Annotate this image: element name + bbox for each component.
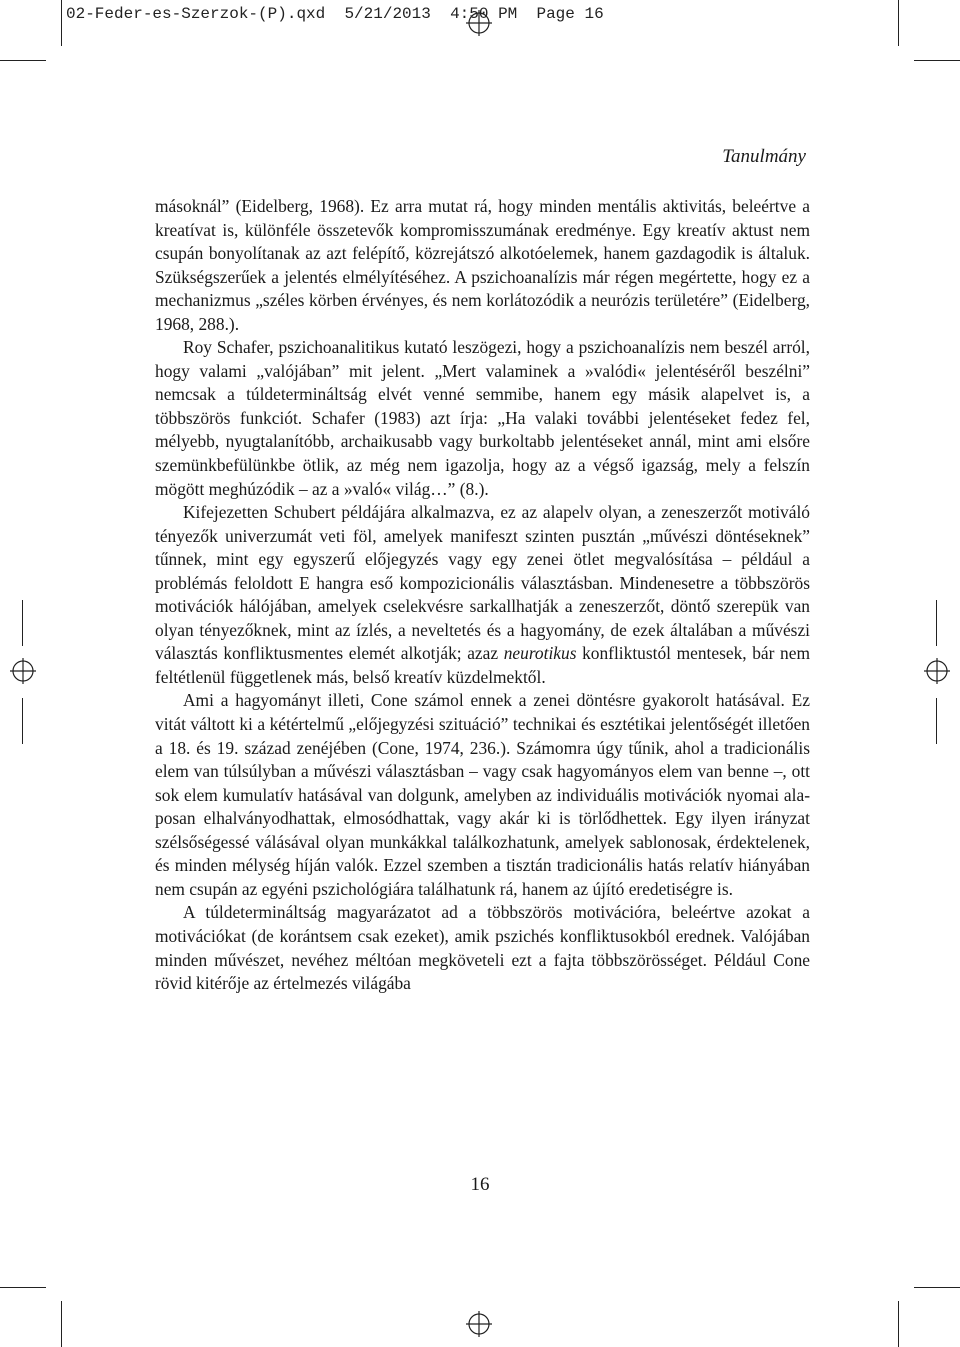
paragraph-text: másoknál” (Eidelberg, 1968). Ez arra mutat rá, hogy minden mentális aktivitás, beleértve a kreatívat is, különféle összetevők kompromisszumának eredménye. Egy kreatív aktust nem csupán bonyolítanak az azt felépítő, közrejátszó alkotóelemek, hanem gazdagodik is általuk. Szükségszerűek a jelentés elmélyítéséhez. A pszichoanalízis már régen megértette, hogy ez a mechanizmus „széles körben érvényes, és nem korlátozódik a neurózis területére” (Eidelberg, 1968, 288.). bbox=[155, 196, 810, 334]
print-slug: 02-Feder-es-Szerzok-(P).qxd 5/21/2013 4:50 PM Page 16 bbox=[66, 5, 604, 23]
crop-mark-top-left bbox=[61, 0, 62, 46]
crop-mark-left-bottom bbox=[0, 1287, 46, 1288]
side-mark-right bbox=[936, 600, 937, 646]
paragraph bbox=[155, 901, 810, 995]
registration-mark-left-icon bbox=[10, 658, 36, 684]
side-mark-left bbox=[22, 600, 23, 646]
paragraph-text: Kifejezetten Schubert példájára alkalmazva, ez az alapelv olyan, a zeneszerzőt motiváló tényezők univerzumát veti föl, amelyek manifeszt szinten pusztán „művészi döntéseknek” tűnnek, mint egy egyszerű előjegyzés vagy egy zenei ötlet megvalósítása – például a problémás feloldott E hangra eső kompozicionális választásban. Mindenesetre a többszörös motivációk hálójában, amelyek cselekvésre sarkallhatják a zeneszerzőt, döntő szerepük van olyan tényezőknek, mint az ízlés, a neveltetés és a hagyomány, de ezek általában a művészi választás konfliktusmentes elemét alkotják; azaz bbox=[155, 502, 810, 664]
registration-mark-top-icon bbox=[466, 10, 492, 36]
crop-mark-top-right bbox=[898, 0, 899, 46]
running-head: Tanulmány bbox=[722, 146, 806, 167]
page-number: 16 bbox=[470, 1174, 490, 1195]
emphasis-text: neurotikus bbox=[503, 643, 577, 664]
crop-mark-bottom-left bbox=[61, 1301, 62, 1347]
crop-mark-right-bottom bbox=[914, 1287, 960, 1288]
registration-mark-bottom-icon bbox=[466, 1311, 492, 1337]
crop-mark-left-top bbox=[0, 60, 46, 61]
paragraph-text: A túldetermináltság magyarázatot ad a többszörös motivációra, beleértve azokat a motivációkat (de korántsem csak ezeket), amik pszichés konfliktusokból erednek. Valójában minden művészet, nevéhez méltóan megköveteli ezt a fajta többszörösséget. Például Cone rövid kitérője az értelmezés világába bbox=[155, 902, 810, 994]
paragraph-text: konfliktustól mentesek, bár nem feltétlenül függetlenek más, belső kreatív küzdelmektől. bbox=[155, 643, 810, 687]
paragraph-text: Roy Schafer, pszichoanalitikus kutató leszögezi, hogy a pszichoanalízis nem beszél arról, hogy valami „valójában” mit jelent. „Mert valaminek a »valódi« jelentéséről beszélni” nemcsak a túldetermináltság elvét venné semmibe, hanem egy másik alapelvet is, a többszörös funkciót. Schafer (1983) azt írja: „Ha valaki további jelentéseket fedez fel, mélyebb, nyugtalanítóbb, archaikusabb vagy burkoltabb jelentéseket annál, mint ami elsőre szemünkbefülünkbe ötlik, az még nem igazolja, hogy az a végső igazság, mely a felszín mögött meghúzódik – az a »való« világ…” (8.). bbox=[155, 337, 810, 499]
paragraph-text: Ami a hagyományt illeti, Cone számol ennek a zenei döntésre gyakorolt hatásával. Ez vitát váltott ki a kétértelmű „előjegyzési szituáció” technikai és esztétikai jelentőségét illetően a 18. és 19. század zenéjében (Cone, 1974, 236.). Számomra úgy tűnik, ahol a tradicionális elem van túlsúlyban a művészi választásban – vagy csak hagyományos elem van benne –, ott sok elem kumulatív hatásával van dolgunk, amelyben az individuális motivációk nyomai alaposan elhalványodhattak, elmosódhattak, vagy akár ki is törlődhettek. Egy ilyen irányzat szélsőségessé válásával olyan munkákkal találkozhatunk, amelyek sablonosak, érdektelenek, és minden mélység híján valók. Ezzel szemben a tisztán tradicionális hatás relatív hiányában nem csupán az egyéni pszichológiára találhatunk rá, hanem az újító eredetiségre is. bbox=[155, 690, 810, 899]
side-mark-right-lower bbox=[936, 698, 937, 744]
side-mark-left-lower bbox=[22, 698, 23, 744]
registration-mark-right-icon bbox=[924, 658, 950, 684]
crop-mark-right-top bbox=[914, 60, 960, 61]
paragraph bbox=[155, 501, 810, 689]
crop-mark-bottom-right bbox=[898, 1301, 899, 1347]
article-body bbox=[155, 195, 810, 996]
paragraph bbox=[155, 689, 810, 901]
paragraph bbox=[155, 195, 810, 336]
paragraph bbox=[155, 336, 810, 501]
